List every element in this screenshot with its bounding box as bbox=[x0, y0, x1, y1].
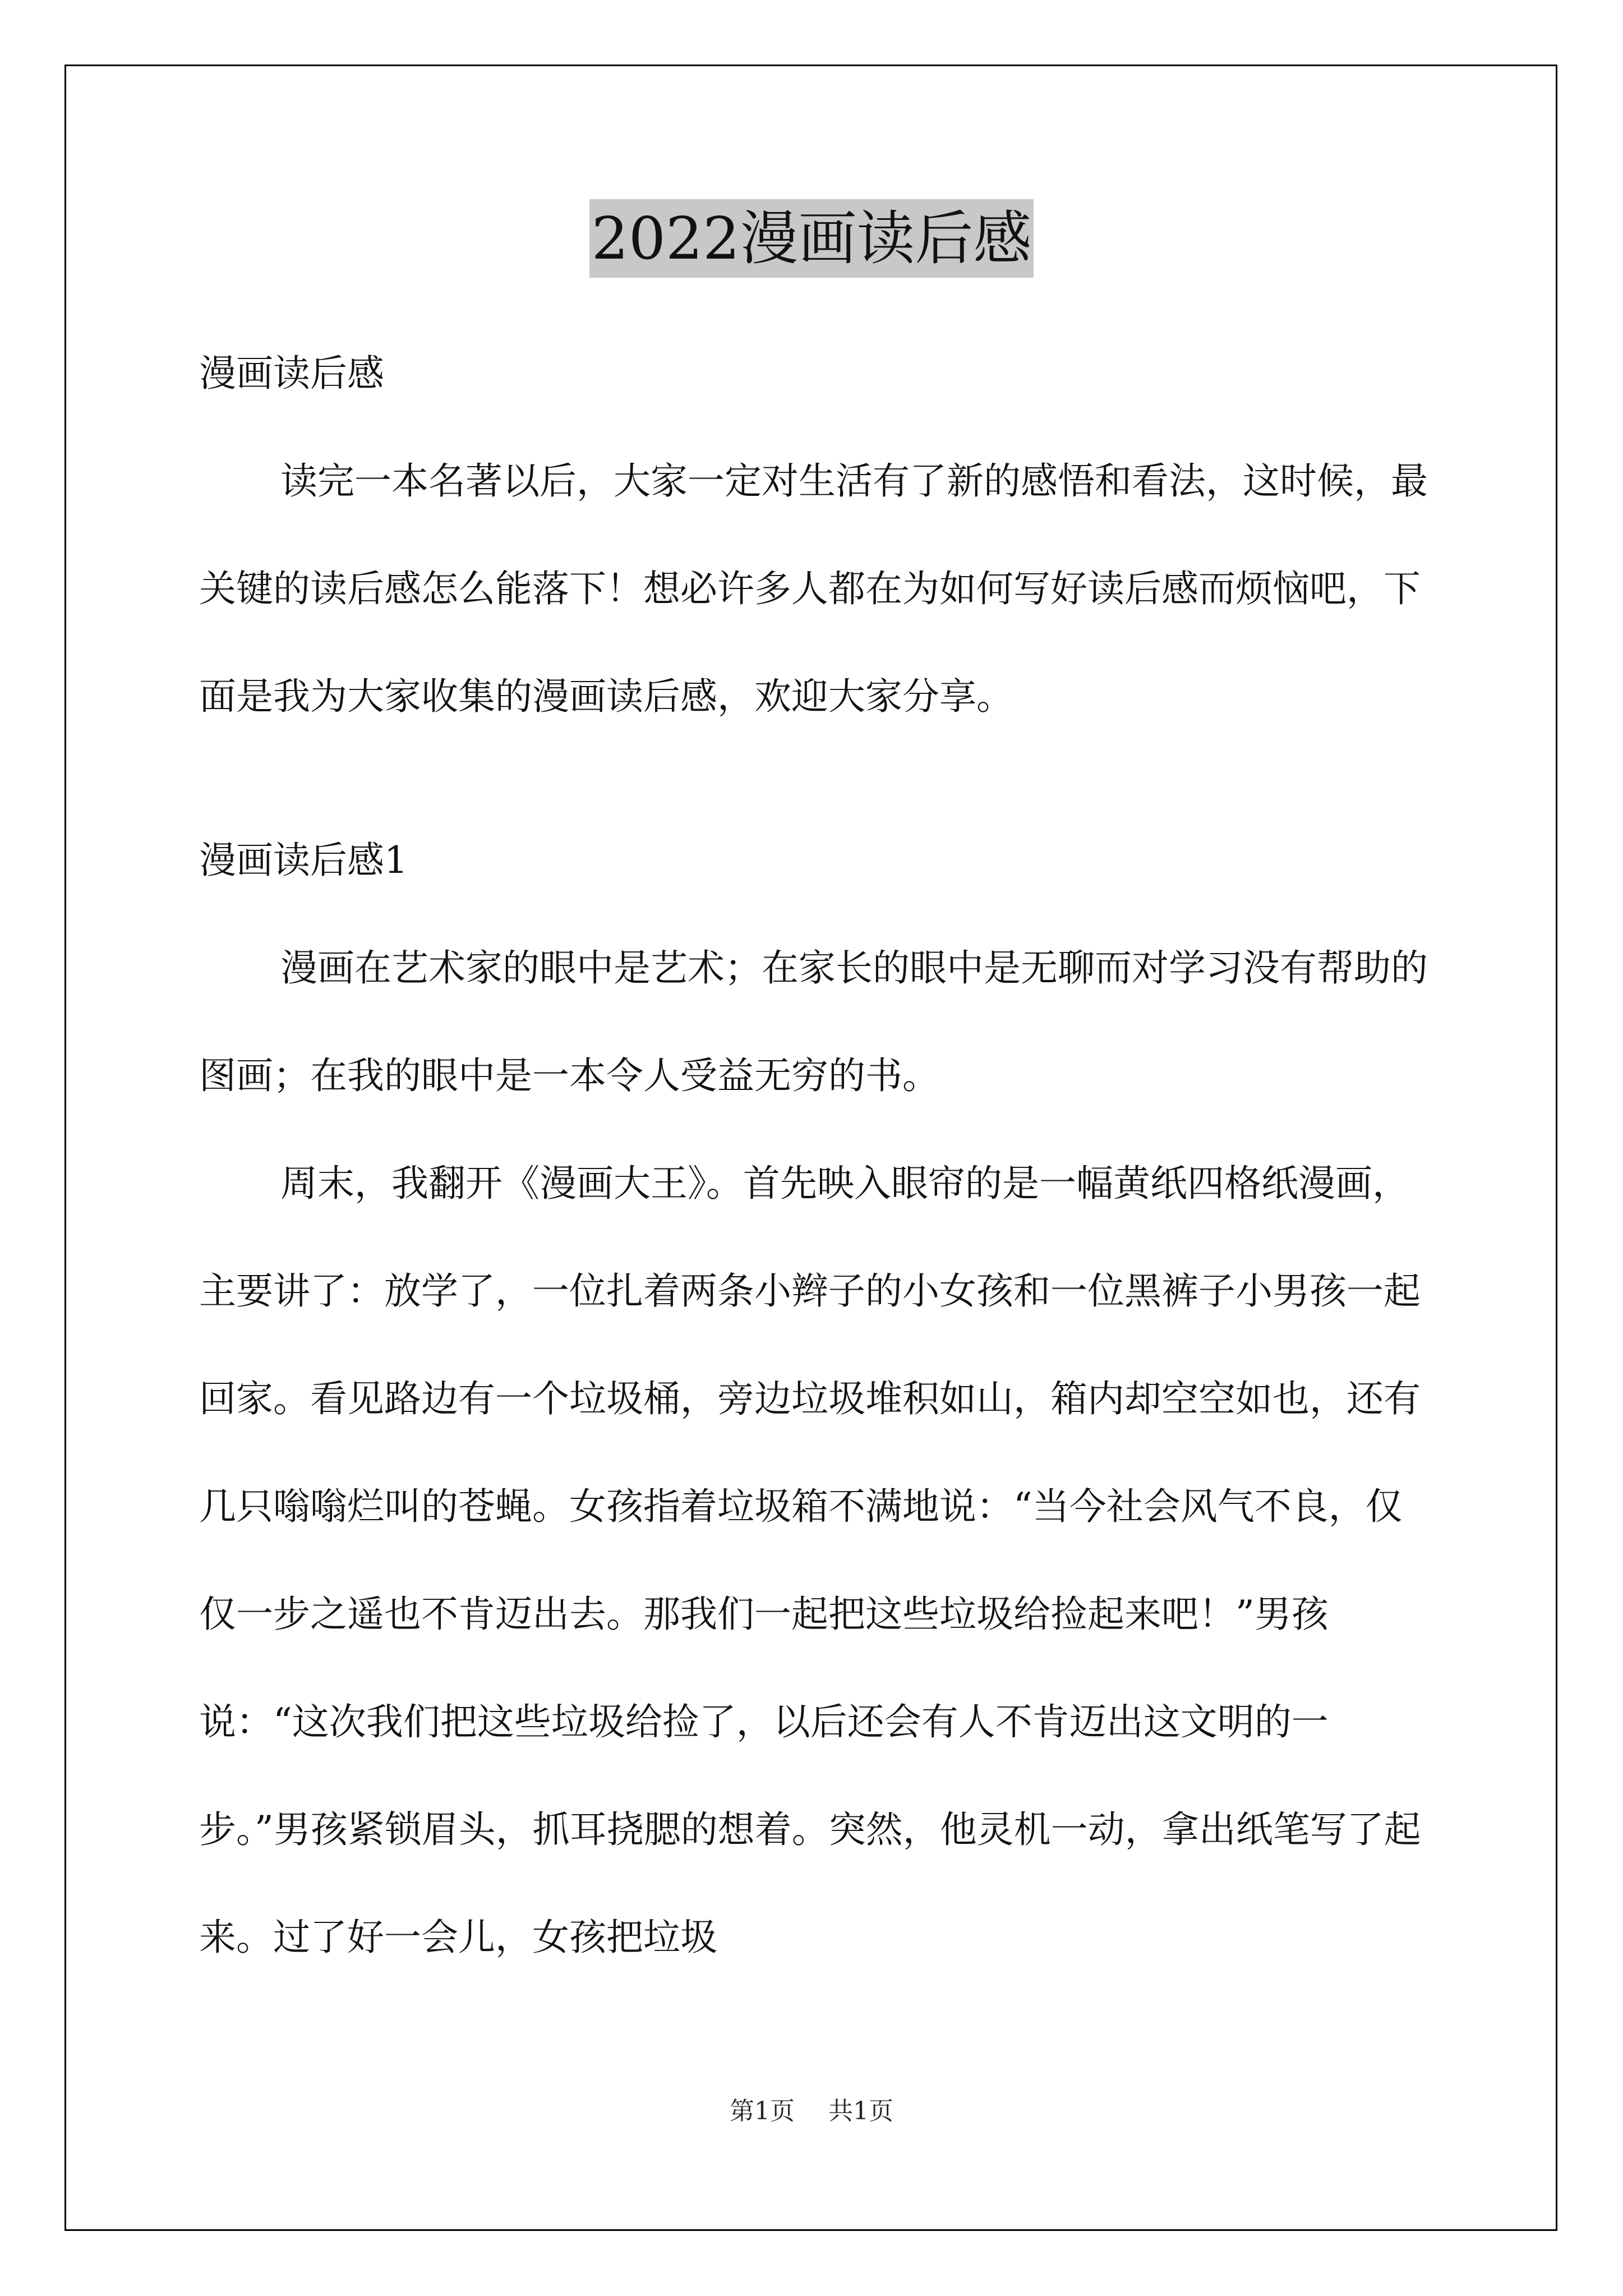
page-total: 共1页 bbox=[828, 2097, 893, 2125]
page-number: 第1页 bbox=[730, 2097, 795, 2125]
intro-heading: 漫画读后感 bbox=[199, 352, 384, 395]
title-container bbox=[0, 199, 1623, 278]
page-footer bbox=[0, 2091, 1623, 2127]
body-paragraph: 周末，我翻开《漫画大王》。首先映入眼帘的是一幅黄纸四格纸漫画，主要讲了：放学了，一位扎着两条小辫子的小女孩和一位黑裤子小男孩一起回家。看见路边有一个垃圾桶，旁边垃圾堆积如山，箱内却空空如也，还有几只嗡嗡烂叫的苍蝇。女孩指着垃圾箱不满地说：“当今社会风气不良，仅仅一步之遥也不肯迈出去。那我们一起把这些垃圾给捡起来吧！”男孩说：“这次我们把这些垃圾给捡了，以后还会有人不肯迈出这文明的一步。”男孩紧锁眉头，抓耳挠腮的想着。突然，他灵机一动，拿出纸笔写了起来。过了好一会儿，女孩把垃圾 bbox=[199, 1162, 1421, 1959]
intro-paragraph: 读完一本名著以后，大家一定对生活有了新的感悟和看法，这时候，最关键的读后感怎么能落下！想必许多人都在为如何写好读后感而烦恼吧，下面是我为大家收集的漫画读后感，欢迎大家分享。 bbox=[199, 459, 1428, 718]
document-body bbox=[199, 320, 1433, 1991]
section-heading: 漫画读后感1 bbox=[199, 839, 408, 882]
body-paragraph: 漫画在艺术家的眼中是艺术；在家长的眼中是无聊而对学习没有帮助的图画；在我的眼中是一本令人受益无穷的书。 bbox=[199, 946, 1428, 1097]
document-title: 2022漫画读后感 bbox=[589, 199, 1034, 278]
